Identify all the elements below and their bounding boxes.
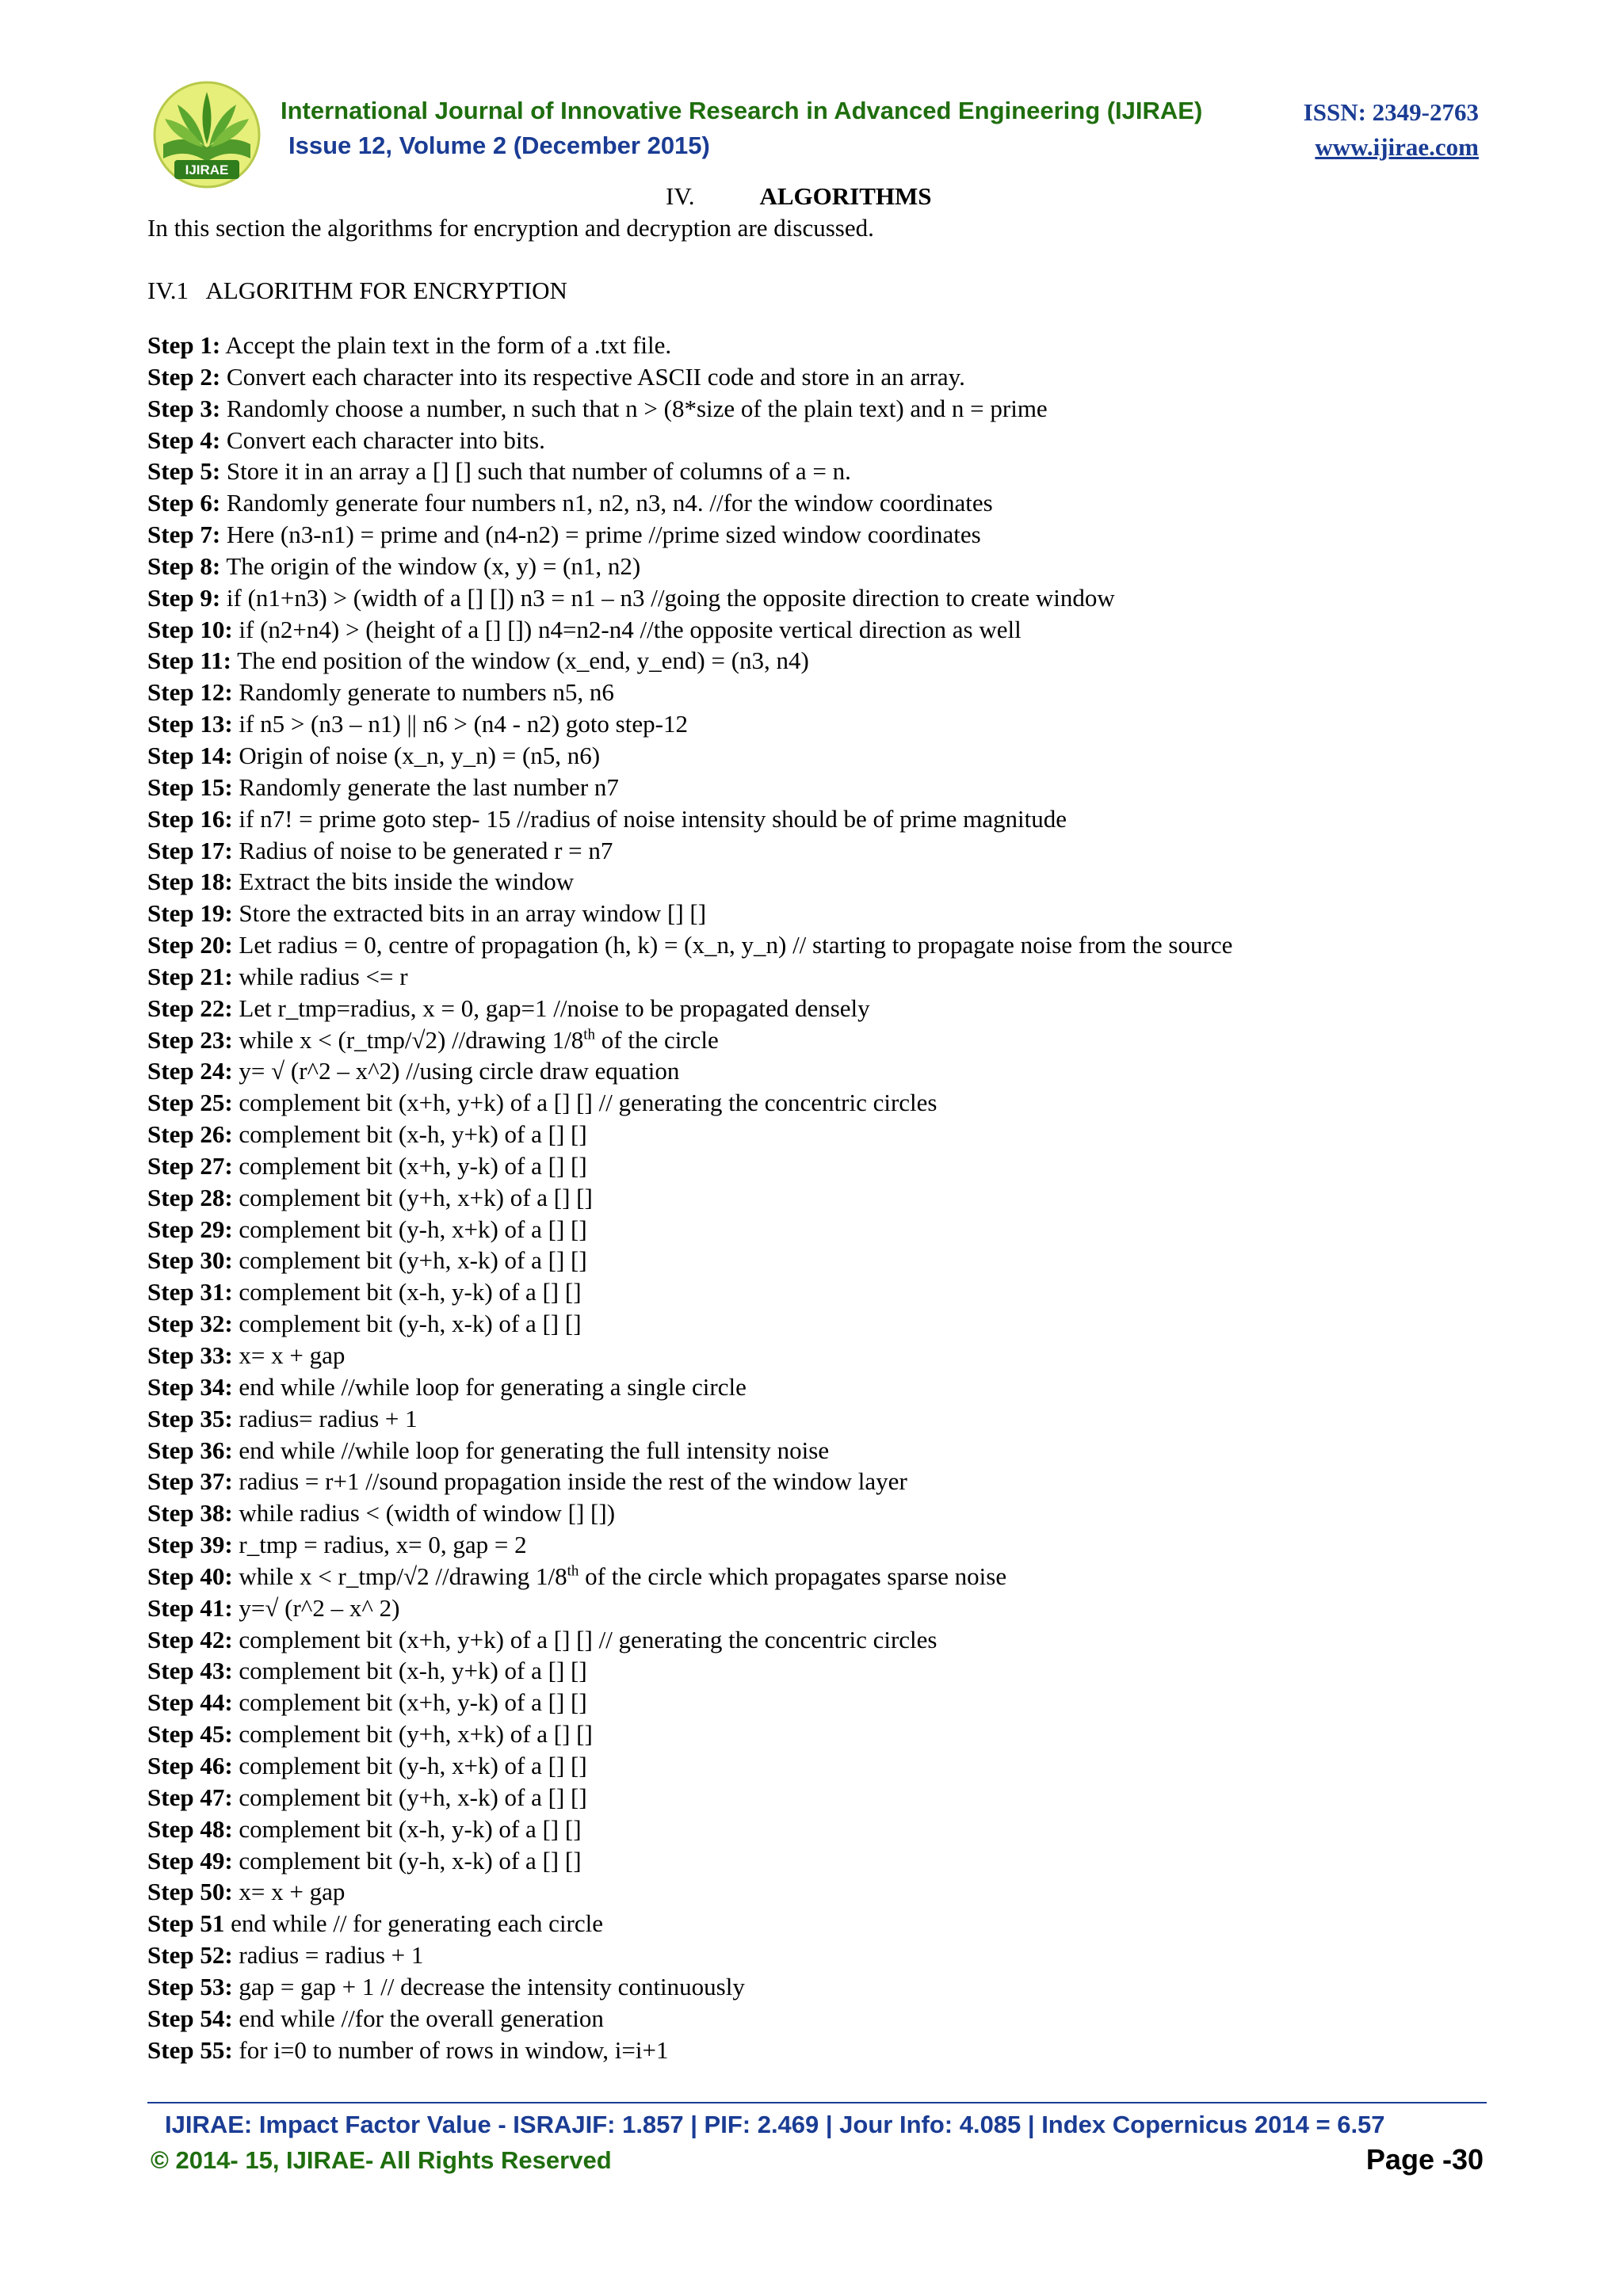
step-text: for i=0 to number of rows in window, i=i+1 [239, 2035, 669, 2064]
algorithm-step [147, 1845, 1495, 1877]
website-link[interactable]: www.ijirae.com [1315, 133, 1479, 161]
step-text: Randomly generate to numbers n5, n6 [239, 678, 614, 707]
step-text: while x < r_tmp/√2 //drawing 1/8 [239, 1562, 567, 1590]
step-text: Origin of noise (x_n, y_n) = (n5, n6) [239, 741, 601, 769]
algorithm-step [147, 835, 1495, 867]
algorithm-step [147, 519, 1495, 551]
journal-title: International Journal of Innovative Research in Advanced Engineering (IJIRAE) [281, 97, 1203, 124]
algorithm-step [147, 330, 1495, 361]
algorithm-step [147, 393, 1495, 425]
algorithm-step [147, 1939, 1495, 1971]
step-text: x= x + gap [239, 1341, 346, 1369]
algorithm-step [147, 487, 1495, 519]
step-text: Extract the bits inside the window [239, 868, 575, 896]
step-label: Step 50: [147, 1878, 233, 1906]
section-intro: In this section the algorithms for encryption and decryption are discussed. [147, 214, 874, 242]
algorithm-step [147, 1750, 1495, 1782]
step-label: Step 48: [147, 1814, 233, 1843]
algorithm-step [147, 1308, 1495, 1340]
step-text: Convert each character into its respective ASCII code and store in an array. [226, 362, 965, 391]
algorithm-step [147, 1024, 1495, 1056]
step-label: Step 17: [147, 836, 233, 864]
algorithm-step [147, 961, 1495, 993]
step-text: radius= radius + 1 [239, 1404, 418, 1432]
footer-divider [147, 2102, 1487, 2103]
algorithm-step [147, 1150, 1495, 1182]
step-label: Step 22: [147, 994, 233, 1022]
step-label: Step 14: [147, 741, 233, 769]
algorithm-step [147, 1971, 1495, 2003]
algorithm-step [147, 1529, 1495, 1561]
step-text: if (n2+n4) > (height of a [] []) n4=n2-n4 //the opposite vertical direction as well [239, 615, 1022, 643]
step-label: Step 21: [147, 962, 233, 990]
algorithm-step [147, 2035, 1495, 2066]
algorithm-step [147, 1371, 1495, 1403]
step-superscript: th [583, 1026, 596, 1043]
step-text: complement bit (x+h, y+k) of a [] [] // generating the concentric circles [239, 1089, 938, 1117]
step-text: complement bit (x-h, y-k) of a [] [] [239, 1278, 582, 1306]
step-text: complement bit (y-h, x-k) of a [] [] [239, 1846, 582, 1875]
step-label: Step 37: [147, 1467, 233, 1496]
algorithm-step [147, 1687, 1495, 1718]
step-text: complement bit (y+h, x-k) of a [] [] [239, 1246, 587, 1275]
algorithm-step [147, 1087, 1495, 1119]
step-text: Store the extracted bits in an array window [] [] [239, 899, 707, 928]
step-label: Step 7: [147, 521, 221, 549]
section-title: ALGORITHMS [759, 182, 932, 210]
algorithm-step [147, 1876, 1495, 1908]
step-text: end while //while loop for generating the full intensity noise [239, 1436, 830, 1464]
step-label: Step 26: [147, 1120, 233, 1149]
algorithm-step [147, 645, 1495, 677]
section-heading [666, 182, 932, 211]
step-label: Step 28: [147, 1183, 233, 1211]
step-text: while radius <= r [239, 962, 408, 990]
step-text: Store it in an array a [] [] such that number of columns of a = n. [226, 457, 851, 486]
step-label: Step 36: [147, 1436, 233, 1464]
algorithm-step [147, 582, 1495, 614]
issn: ISSN: 2349-2763 [1303, 98, 1479, 126]
step-text: gap = gap + 1 // decrease the intensity continuously [239, 1972, 745, 2000]
algorithm-step [147, 1182, 1495, 1214]
impact-factor-line: IJIRAE: Impact Factor Value - ISRAJIF: 1.857 | PIF: 2.469 | Jour Info: 4.085 | Index Copernicus 2014 = 6.57 [165, 2111, 1385, 2138]
step-text: if (n1+n3) > (width of a [] []) n3 = n1 – n3 //going the opposite direction to create window [226, 583, 1115, 612]
algorithm-step [147, 456, 1495, 487]
step-label: Step 44: [147, 1688, 233, 1717]
step-label: Step 2: [147, 362, 221, 391]
algorithm-step [147, 1592, 1495, 1624]
algorithm-step [147, 1055, 1495, 1087]
logo-text: IJIRAE [185, 162, 229, 177]
step-label: Step 18: [147, 868, 233, 896]
step-label: Step 23: [147, 1025, 233, 1054]
step-label: Step 40: [147, 1562, 233, 1590]
step-superscript: th [567, 1562, 579, 1580]
section-number: IV. [666, 182, 695, 210]
step-label: Step 41: [147, 1593, 233, 1622]
step-text-continued: of the circle [595, 1025, 719, 1054]
step-label: Step 46: [147, 1751, 233, 1779]
step-text: if n5 > (n3 – n1) || n6 > (n4 - n2) goto step-12 [239, 710, 688, 738]
step-text: end while //for the overall generation [239, 2004, 604, 2032]
step-label: Step 1: [147, 331, 221, 359]
journal-header [147, 71, 1487, 190]
step-label: Step 53: [147, 1972, 233, 2000]
step-label: Step 45: [147, 1720, 233, 1749]
step-text: Randomly choose a number, n such that n > (8*size of the plain text) and n = prime [226, 394, 1048, 422]
step-label: Step 25: [147, 1089, 233, 1117]
step-text: Let r_tmp=radius, x = 0, gap=1 //noise to be propagated densely [239, 994, 870, 1022]
algorithm-step [147, 1466, 1495, 1497]
step-text: Convert each character into bits. [226, 425, 545, 454]
step-text: r_tmp = radius, x= 0, gap = 2 [239, 1531, 527, 1559]
step-label: Step 52: [147, 1941, 233, 1970]
step-label: Step 9: [147, 583, 221, 612]
step-label: Step 29: [147, 1215, 233, 1243]
copyright-line: © 2014- 15, IJIRAE- All Rights Reserved [151, 2146, 612, 2174]
step-label: Step 51 [147, 1909, 225, 1938]
algorithm-step [147, 1718, 1495, 1750]
algorithm-step [147, 2003, 1495, 2035]
algorithm-step [147, 614, 1495, 646]
step-text: end while // for generating each circle [231, 1909, 604, 1938]
step-label: Step 20: [147, 931, 233, 959]
step-text: complement bit (y-h, x+k) of a [] [] [239, 1751, 587, 1779]
step-label: Step 4: [147, 425, 221, 454]
step-label: Step 30: [147, 1246, 233, 1275]
step-text: complement bit (y+h, x+k) of a [] [] [239, 1720, 593, 1749]
algorithm-step [147, 1497, 1495, 1529]
step-label: Step 8: [147, 551, 221, 580]
algorithm-step [147, 425, 1495, 456]
step-text: if n7! = prime goto step- 15 //radius of noise intensity should be of prime magnitude [239, 804, 1067, 833]
step-text: Here (n3-n1) = prime and (n4-n2) = prime //prime sized window coordinates [226, 521, 981, 549]
algorithm-step [147, 993, 1495, 1024]
step-label: Step 49: [147, 1846, 233, 1875]
step-label: Step 24: [147, 1057, 233, 1085]
algorithm-step [147, 1403, 1495, 1435]
step-label: Step 19: [147, 899, 233, 928]
step-text: Randomly generate the last number n7 [239, 772, 619, 801]
step-label: Step 5: [147, 457, 221, 486]
step-label: Step 16: [147, 804, 233, 833]
step-text: while radius < (width of window [] []) [239, 1499, 616, 1527]
algorithm-step [147, 551, 1495, 582]
algorithm-step [147, 1782, 1495, 1814]
step-text: complement bit (x-h, y+k) of a [] [] [239, 1120, 587, 1149]
step-label: Step 3: [147, 394, 221, 422]
step-text: complement bit (y+h, x+k) of a [] [] [239, 1183, 593, 1211]
algorithm-step [147, 361, 1495, 393]
step-label: Step 54: [147, 2004, 233, 2032]
step-label: Step 43: [147, 1657, 233, 1685]
step-text: end while //while loop for generating a single circle [239, 1372, 747, 1401]
step-text: complement bit (x-h, y-k) of a [] [] [239, 1814, 582, 1843]
algorithm-step [147, 772, 1495, 803]
step-label: Step 47: [147, 1783, 233, 1811]
step-text: complement bit (x+h, y-k) of a [] [] [239, 1688, 587, 1717]
step-label: Step 31: [147, 1278, 233, 1306]
subsection-heading: IV.1 ALGORITHM FOR ENCRYPTION [147, 277, 567, 304]
page-number: Page -30 [1365, 2143, 1484, 2176]
step-label: Step 32: [147, 1310, 233, 1338]
step-text: x= x + gap [239, 1878, 346, 1906]
algorithm-step [147, 866, 1495, 898]
algorithm-step [147, 1561, 1495, 1592]
algorithm-step [147, 677, 1495, 708]
step-label: Step 42: [147, 1625, 233, 1653]
algorithm-step [147, 1214, 1495, 1245]
step-label: Step 55: [147, 2035, 233, 2064]
algorithm-step [147, 803, 1495, 835]
step-text-continued: of the circle which propagates sparse noise [579, 1562, 1007, 1590]
step-text: Let radius = 0, centre of propagation (h, k) = (x_n, y_n) // starting to propagate noise from the source [239, 931, 1233, 959]
step-text: y= √ (r^2 – x^2) //using circle draw equation [239, 1057, 680, 1085]
step-text: Radius of noise to be generated r = n7 [239, 836, 613, 864]
step-label: Step 15: [147, 772, 233, 801]
step-text: y=√ (r^2 – x^ 2) [239, 1593, 400, 1622]
algorithm-steps [147, 330, 1495, 2065]
step-text: complement bit (y-h, x+k) of a [] [] [239, 1215, 587, 1243]
step-text: radius = r+1 //sound propagation inside the rest of the window layer [239, 1467, 907, 1496]
step-label: Step 34: [147, 1372, 233, 1401]
step-text: Accept the plain text in the form of a .txt file. [225, 331, 672, 359]
algorithm-step [147, 1340, 1495, 1371]
step-text: radius = radius + 1 [239, 1941, 424, 1970]
step-label: Step 33: [147, 1341, 233, 1369]
step-label: Step 13: [147, 710, 233, 738]
step-label: Step 11: [147, 646, 231, 675]
algorithm-step [147, 1276, 1495, 1308]
step-text: complement bit (x-h, y+k) of a [] [] [239, 1657, 587, 1685]
step-label: Step 35: [147, 1404, 233, 1432]
step-label: Step 12: [147, 678, 233, 707]
step-text: The end position of the window (x_end, y_end) = (n3, n4) [237, 646, 809, 675]
algorithm-step [147, 1119, 1495, 1150]
step-text: complement bit (y-h, x-k) of a [] [] [239, 1310, 582, 1338]
algorithm-step [147, 1814, 1495, 1845]
step-label: Step 6: [147, 489, 221, 517]
step-label: Step 27: [147, 1151, 233, 1180]
step-label: Step 38: [147, 1499, 233, 1527]
algorithm-step [147, 740, 1495, 772]
algorithm-step [147, 1624, 1495, 1656]
algorithm-step [147, 1245, 1495, 1276]
step-label: Step 10: [147, 615, 233, 643]
algorithm-step [147, 898, 1495, 929]
step-text: complement bit (y+h, x-k) of a [] [] [239, 1783, 587, 1811]
step-text: while x < (r_tmp/√2) //drawing 1/8 [239, 1025, 584, 1054]
algorithm-step [147, 1435, 1495, 1466]
algorithm-step [147, 1908, 1495, 1939]
ijirae-logo [147, 71, 266, 190]
algorithm-step [147, 929, 1495, 961]
step-text: complement bit (x+h, y+k) of a [] [] // generating the concentric circles [239, 1625, 938, 1653]
step-text: The origin of the window (x, y) = (n1, n2) [226, 551, 641, 580]
step-label: Step 39: [147, 1531, 233, 1559]
algorithm-step [147, 708, 1495, 740]
algorithm-step [147, 1655, 1495, 1687]
step-text: complement bit (x+h, y-k) of a [] [] [239, 1151, 587, 1180]
issue-line: Issue 12, Volume 2 (December 2015) [288, 132, 710, 159]
step-text: Randomly generate four numbers n1, n2, n3, n4. //for the window coordinates [226, 489, 993, 517]
